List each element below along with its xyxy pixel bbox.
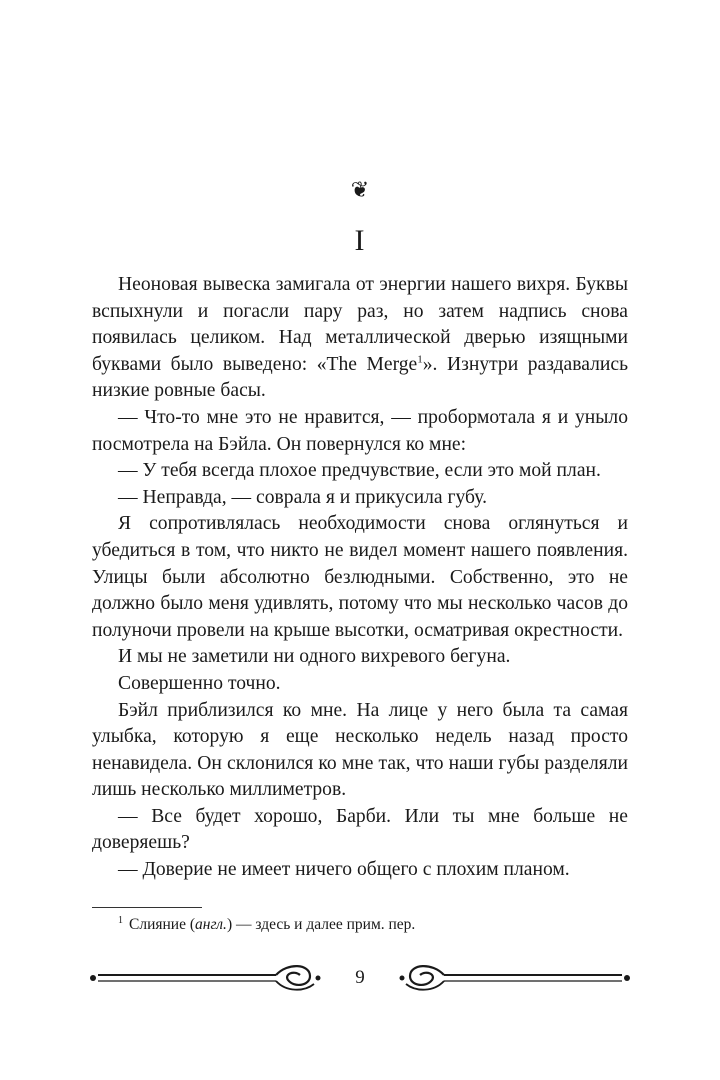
page-footer (0, 958, 720, 998)
footnote (92, 914, 628, 936)
chapter-ornament: ❦ (350, 177, 370, 202)
page-number: 9 (355, 967, 365, 988)
paragraph: — Что-то мне это не нравится, — пробормотала я и уныло посмотрела на Бэйла. Он повернулся ко мне: (92, 406, 628, 455)
paragraph: И мы не заметили ни одного вихревого бегуна. (118, 646, 511, 668)
paragraph-text: Неоновая вывеска замигала от энергии нашего вихря. Буквы вспыхнули и погасли пару раз, но затем надпись снова появилась целиком. Над металлической дверью изящными буквами было выведено: «The Merge (92, 274, 628, 375)
left-flourish-icon (88, 958, 324, 998)
footnote-reference: 1 (417, 353, 423, 366)
chapter-number: I (354, 224, 366, 257)
paragraph: — Доверие не имеет ничего общего с плохим планом. (118, 859, 570, 881)
footnote-text-tail: ) — здесь и далее прим. пер. (226, 916, 416, 933)
paragraph: Бэйл приблизился ко мне. На лице у него была та самая улыбка, которую я еще несколько недель назад просто ненавидела. Он склонился ко мне так, что наши губы разделяли лишь несколько миллиметров. (92, 699, 628, 801)
paragraph-text-tail: ». Изнутри раздавались низкие ровные басы. (92, 353, 629, 402)
right-flourish-icon (396, 958, 632, 998)
footnote-divider (92, 907, 202, 908)
paragraph: — У тебя всегда плохое предчувствие, если это мой план. (118, 460, 601, 482)
paragraph (92, 272, 628, 405)
footnote-mark: 1 (118, 914, 123, 926)
footnote-text: Слияние ( (129, 916, 196, 933)
paragraph: Я сопротивлялась необходимости снова оглянуться и убедиться в том, что никто не видел момент нашего появления. Улицы были абсолютно безлюдными. Собственно, это не должно было меня удивлять, потому что мы несколько часов до полуночи провели на крыше высотки, осматривая окрестности. (92, 513, 628, 641)
paragraph: — Все будет хорошо, Барби. Или ты мне больше не доверяешь? (92, 805, 628, 854)
paragraph: Совершенно точно. (118, 672, 281, 694)
footnote-italic-text: англ. (195, 916, 227, 933)
body-text (92, 272, 628, 884)
paragraph: — Неправда, — соврала я и прикусила губу. (118, 486, 488, 508)
